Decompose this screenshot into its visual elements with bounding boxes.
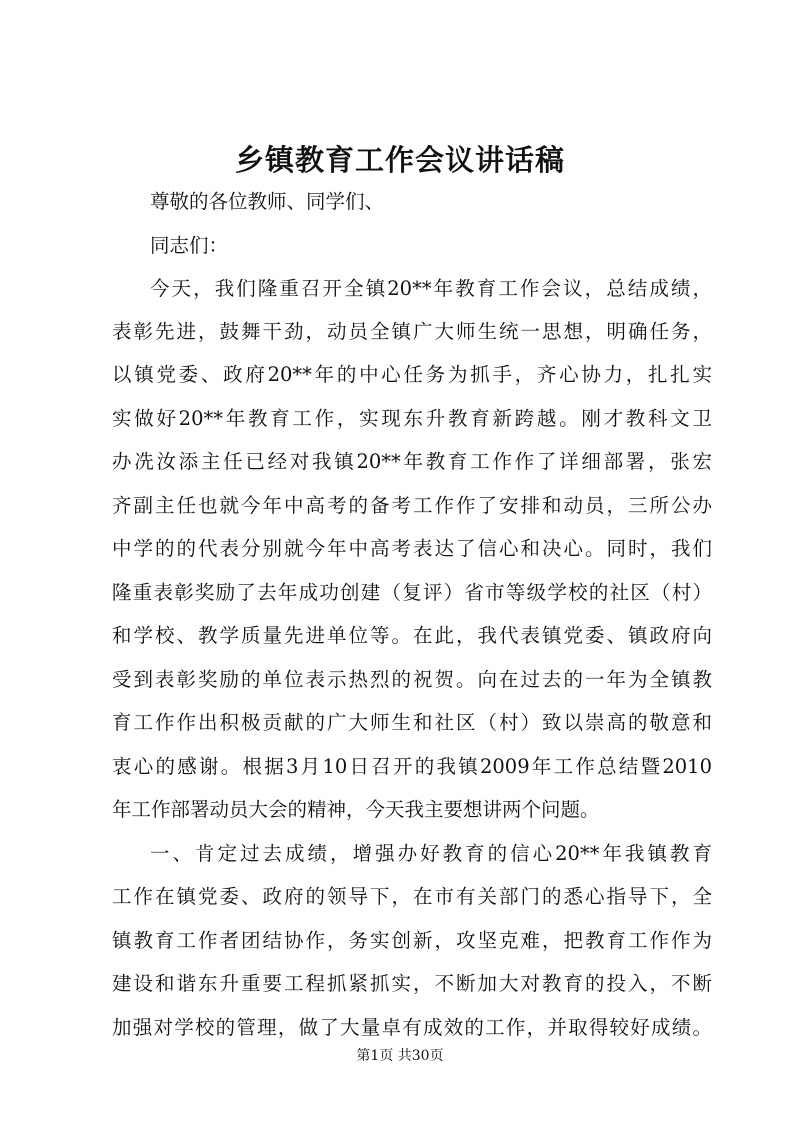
paragraph-2-line: 工作在镇党委、政府的领导下，在市有关部门的悉心指导下，全 xyxy=(112,885,712,908)
salutation-line: 尊敬的各位教师、同学们、 xyxy=(150,190,385,213)
paragraph-1-line: 今天，我们隆重召开全镇20**年教育工作会议，总结成绩， xyxy=(150,277,712,300)
paragraph-2-line: 建设和谐东升重要工程抓紧抓实，不断加大对教育的投入，不断 xyxy=(112,972,712,995)
paragraph-1-line: 表彰先进，鼓舞干劲，动员全镇广大师生统一思想，明确任务， xyxy=(112,320,712,343)
paragraph-1-line: 衷心的感谢。根据3月10日召开的我镇2009年工作总结暨2010 xyxy=(112,755,712,778)
paragraph-1-line: 中学的的代表分别就今年中高考表达了信心和决心。同时，我们 xyxy=(112,537,712,560)
paragraph-1-line: 以镇党委、政府20**年的中心任务为抓手，齐心协力，扎扎实 xyxy=(112,363,712,386)
paragraph-1-line: 隆重表彰奖励了去年成功创建（复评）省市等级学校的社区（村） xyxy=(112,581,712,604)
page-number-indicator: 第1页 共30页 xyxy=(356,1048,444,1064)
paragraph-1-line: 齐副主任也就今年中高考的备考工作作了安排和动员，三所公办 xyxy=(112,494,712,517)
paragraph-2-line: 加强对学校的管理，做了大量卓有成效的工作，并取得较好成绩。 xyxy=(112,1016,712,1039)
paragraph-1-line: 受到表彰奖励的单位表示热烈的祝贺。向在过去的一年为全镇教 xyxy=(112,668,712,691)
paragraph-1-line: 实做好20**年教育工作，实现东升教育新跨越。刚才教科文卫 xyxy=(112,407,712,430)
paragraph-1-line: 办冼汝添主任已经对我镇20**年教育工作作了详细部署，张宏 xyxy=(112,450,712,473)
document-title: 乡镇教育工作会议讲话稿 xyxy=(234,143,565,177)
paragraph-1-line: 年工作部署动员大会的精神，今天我主要想讲两个问题。 xyxy=(112,798,600,821)
paragraph-2-line: 镇教育工作者团结协作，务实创新，攻坚克难，把教育工作作为 xyxy=(112,929,712,952)
salutation-line: 同志们： xyxy=(150,234,229,257)
paragraph-1-line: 和学校、教学质量先进单位等。在此，我代表镇党委、镇政府向 xyxy=(112,624,712,647)
paragraph-2-line: 一、肯定过去成绩，增强办好教育的信心20**年我镇教育 xyxy=(150,842,712,865)
paragraph-1-line: 育工作作出积极贡献的广大师生和社区（村）致以崇高的敬意和 xyxy=(112,711,712,734)
